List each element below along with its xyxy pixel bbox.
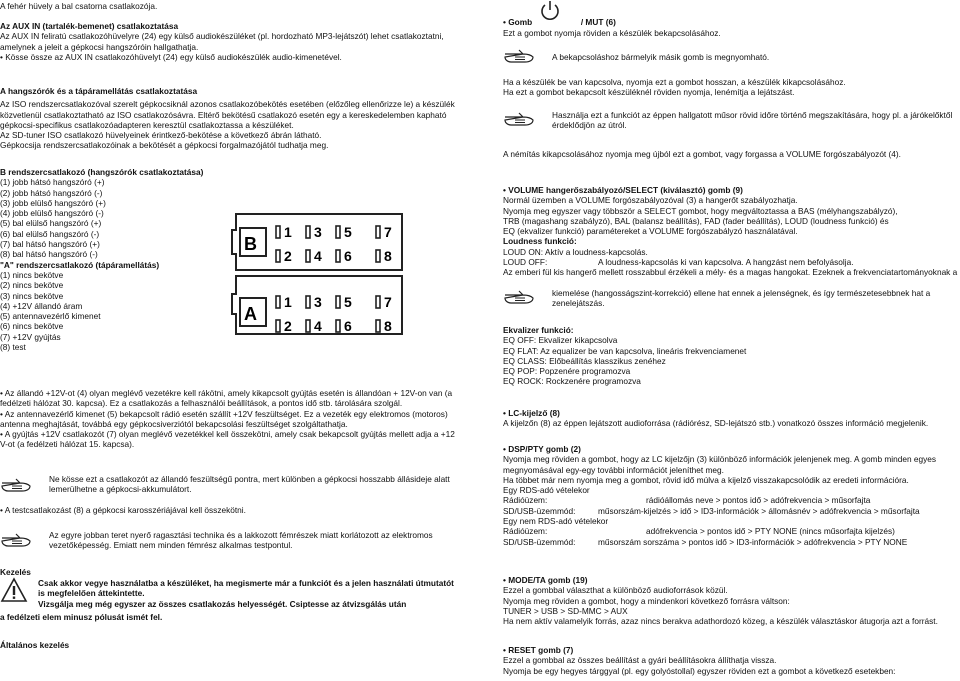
pin-slot: [306, 226, 310, 238]
pin-slot: [276, 226, 280, 238]
pin-item: (1) nincs bekötve: [0, 269, 64, 280]
pin-number: 1: [284, 224, 292, 240]
power-line: Ezt a gombot nyomja röviden a készülék bekapcsolásához.: [503, 28, 721, 38]
pin-number: 3: [314, 224, 322, 240]
iso-connector-diagram: [230, 210, 410, 338]
pin-slot: [306, 296, 310, 308]
handling-title: Kezelés: [0, 567, 31, 577]
dsp-row: Rádióüzem: rádióállomás neve > pontos idő > adófrekvencia > műsorfajta: [503, 495, 871, 506]
handling-lines: Csak akkor vegye használatba a készüléket, ha megismerte már a funkciót és a jelen használati útmutatót is megfelelően áttekintette. Vizsgálja meg még egyszer az összes csatlakozás helyességét. Csiptesse az átvizsgálás után: [38, 578, 454, 609]
speakers-line: Gépkocsija rendszercsatlakozóinak a bekötését a gépkocsi forgalmazójától tudhatja meg.: [0, 140, 329, 151]
pin-item: (2) jobb hátsó hangszóró (-): [0, 187, 103, 198]
pin-slot: [306, 320, 310, 332]
dsp-section: • DSP/PTY gomb (2) Nyomja meg röviden a gombot, hogy az LC kijelzőjn (3) különböző információk jelenjenek meg. A gomb minden egyes megnyomásával egy-egy további információt jeleníthet meg. Ha többet már nem nyomja meg a gombot, rövid idő múlva a kijelző visszakapcsolódik az eredeti információra. Egy RDS-adó vételekor Rádióüzem: rádióállomás neve > pontos idő > adófrekvencia > műsorfajta SD/USB-üzemmód: műsorszám-kijelzés > idő > ID3-információk > állomásnév > adófrekvencia > műsorfajta Egy nem RDS-adó vételekor Rádióüzem: adófrekvencia > pontos idő > PTY NONE (nincs műsorfajta kijelzés) SD/USB-üzemmód: műsorszám sorszáma > pontos idő > ID3-információk > adófrekvencia > PTY NONE: [503, 444, 937, 547]
pin-slot: [336, 296, 340, 308]
power-title: • Gomb / MUT (6): [503, 17, 616, 27]
pin-item: (2) nincs bekötve: [0, 280, 64, 291]
pin-slot: [376, 296, 380, 308]
a-letter: A: [244, 304, 257, 324]
aux-section: [0, 21, 444, 62]
mode-section: • MODE/TA gomb (19) Ezzel a gombbal választhat a különböző audioforrások közül. Nyomja meg röviden a gombot, hogy a mindenkori következő forrásra váltson: TUNER > USB > SD-MMC > AUX Ha nem aktív valamelyik forrás, azaz nincs berakva adathordozó közeg, a készülék választáskor átugorja azt a forrást.: [503, 575, 938, 627]
pin-number: 6: [344, 248, 352, 264]
wiring-bullets: • Az állandó +12V-ot (4) olyan meglévő vezetékre kell rákötni, amely kikapcsolt gyújtás esetén is állandóan + 12V-on van (a fedélzeti hálózat 30. kapcsa). Ez a csatlakozás a felhasználói beállítások, a pontos idő stb. tárolására szolgál. • Az antennavezérlő kimenet (5) bekapcsolt rádió esetén szállít +12V feszültséget. Ez a vezeték egy elektromos (motoros) antenna meghajtását, továbbá egy gépkocsiverziótól bekapcsolási feszültséget szolgáltathatja. • A gyújtás +12V csatlakozót (7) olyan meglévő vezetékkel kell összekötni, amely csak bekapcsolt gyújtás mellett adja a +12 V-ot (a fedélzeti hálózat 15. kapcsa).: [0, 388, 455, 450]
pin-item: (6) bal elülső hangszóró (-): [0, 228, 100, 239]
handling-last: a fedélzeti elem minusz pólusát ismét fel.: [0, 612, 163, 622]
pin-slot: [276, 250, 280, 262]
eq-section: Ekvalizer funkció: EQ OFF: Ekvalizer kikapcsolva EQ FLAT: Az equalizer be van kapcsolva, lineáris frekvenciamenet EQ CLASS: Előbeállítás klasszikus zenéhez EQ POP: Popzenére programozva EQ ROCK: Rockzenére programozva: [503, 325, 747, 387]
pin-item: (7) +12V gyújtás: [0, 331, 61, 342]
reset-section: • RESET gomb (7) Ezzel a gombbal az összes beállítást a gyári beállításokra állíthatja vissza. Nyomja be egy hegyes tárggyal (pl. egy golyóstollal) egyszer röviden ezt a gombot a következő esetekben:: [503, 645, 896, 676]
pin-item: (8) test: [0, 342, 26, 353]
speakers-line: közvetlenül csatlakoztatható az ISO csatlakozósávra. Eltérő bekötésű csatlakozó esetén egy a kereskedelemben kapható: [0, 109, 447, 120]
pin-item: (5) bal elülső hangszóró (+): [0, 218, 102, 229]
loud-off-row: LOUD OFF: A loudness-kapcsolás ki van kapcsolva. A hangzást nem befolyásolja.: [503, 257, 854, 268]
loud-note: kiemelése (hangosságszint-korrekció) ellene hat ennek a jelenségnek, és így természetesebbnek hat a zenelejátszás.: [552, 288, 931, 309]
aux-line: • Kösse össze az AUX IN csatlakozóhüvelyt (24) egy külső audiokészülék audio-kimenetével.: [0, 51, 342, 62]
volume-section: • VOLUME hangerőszabályozó/SELECT (kiválasztó) gomb (9) Normál üzemben a VOLUME forgószabályozóval (3) a hangerőt szabályozhatja. Nyomja meg egyszer vagy többször a SELECT gombot, hogy megváltoztassa a BAS (mélyhangszabályzó), TRB (magashang szabályzó), BAL (balansz beállítás), FAD (fader beállítás), LOUD (loudness funkció) és EQ (ekvalizer funkció) paramétereket a VOLUME forgószabályzó használatával. Loudness funkció: LOUD ON: Aktív a loudness-kapcsolás. LOUD OFF: A loudness-kapcsolás ki van kapcsolva. A hangzást nem befolyásolja. Az emberi fül kis hangerő mellett rosszabbul érzékeli a mély- és a magas hangokat. Ezeknek a frekvenciatartományoknak a: [503, 185, 958, 278]
speakers-line: gépkocsi-specifikus csatlakozóadapteren keresztül csatlakoztassa a készüléket.: [0, 119, 294, 130]
a-connector-title: "A" rendszercsatlakozó (tápáramellátás): [0, 259, 160, 270]
aux-line: amelynek a jeleit a gépkocsi hangszóróin hallgathatja.: [0, 41, 199, 52]
warning-icon: [0, 577, 28, 603]
dsp-row: Rádióüzem: adófrekvencia > pontos idő > PTY NONE (nincs műsorfajta kijelzés): [503, 526, 895, 537]
pin-number: 4: [314, 318, 322, 334]
pin-number: 5: [344, 294, 352, 310]
aux-title: Az AUX IN (tartalék-bemenet) csatlakoztatása: [0, 21, 179, 31]
power-note: A bekapcsoláshoz bármelyik másik gomb is megnyomható.: [552, 52, 770, 62]
note-conductivity: Az egyre jobban teret nyerő ragasztási technika és a lakkozott fémrészek miatt korlátozott az elektromos vezetőképesség. Emiatt nem minden fémrész alkalmas testpontul.: [49, 530, 433, 551]
lc-section: • LC-kijelző (8) A kijelzőn (8) az éppen lejátszott audioforrása (rádiórész, SD-lejátszó stb.) vonatkozó összes információ megjelenik.: [503, 408, 929, 429]
pin-slot: [336, 250, 340, 262]
pin-item: (6) nincs bekötve: [0, 321, 64, 332]
pin-number: 6: [344, 318, 352, 334]
pin-item: (4) jobb elülső hangszóró (-): [0, 208, 104, 219]
pin-slot: [276, 320, 280, 332]
dsp-row: SD/USB-üzemmód: műsorszám sorszáma > pontos idő > ID3-információk > adófrekvencia > PTY NONE: [503, 536, 908, 547]
power-lines2: Ha a készülék be van kapcsolva, nyomja ezt a gombot hosszan, a készülék kikapcsolásához. Ha ezt a gombot bekapcsolt készüléknél röviden nyomja, lenémítja a lejátszást.: [503, 77, 846, 98]
header-line: A fehér hüvely a bal csatorna csatlakozója.: [0, 1, 158, 11]
pin-number: 8: [384, 318, 392, 334]
note-battery: Ne kösse ezt a csatlakozót az állandó feszültségű pontra, mert különben a gépkocsi hosszabb állásideje alatt lemerülhetne a gépkocsi-akkumulátort.: [49, 474, 450, 495]
pin-slot: [336, 320, 340, 332]
general-title: Általános kezelés: [0, 640, 70, 650]
pin-item: (7) bal hátsó hangszóró (+): [0, 239, 100, 250]
b-connector-title: B rendszercsatlakozó (hangszórók csatlakoztatása): [0, 167, 204, 177]
pin-item: (1) jobb hátsó hangszóró (+): [0, 177, 105, 188]
pin-item: (8) bal hátsó hangszóró (-): [0, 249, 98, 260]
b-connector-list: [0, 167, 203, 352]
pin-number: 7: [384, 294, 392, 310]
pin-number: 1: [284, 294, 292, 310]
speakers-line: Az ISO rendszercsatlakozóval szerelt gépkocsiknál azonos csatlakozóbekötés esetében (előzőleg ellenőrizze le) a készülék: [0, 99, 455, 110]
pin-number: 8: [384, 248, 392, 264]
pin-slot: [306, 250, 310, 262]
b-letter: B: [244, 234, 257, 254]
pin-item: (3) nincs bekötve: [0, 290, 64, 301]
mute-line: A némítás kikapcsolásához nyomja meg újból ezt a gombot, vagy forgassa a VOLUME forgószabályozót (4).: [503, 149, 901, 159]
aux-line: Az AUX IN feliratú csatlakozóhüvelyre (24) egy külső audiokészüléket (pl. hordozható MP3-lejátszót) lehet csatlakoztatni,: [0, 31, 444, 42]
pin-slot: [376, 250, 380, 262]
pin-slot: [376, 226, 380, 238]
pin-item: (5) antennavezérlő kimenet: [0, 311, 101, 322]
dsp-row: SD/USB-üzemmód: műsorszám-kijelzés > idő > ID3-információk > állomásnév > adófrekvencia > műsorfajta: [503, 505, 920, 516]
pin-number: 2: [284, 318, 292, 334]
ground-line: • A testcsatlakozást (8) a gépkocsi karosszériájával kell összekötni.: [0, 505, 246, 515]
speakers-title: A hangszórók és a tápáramellátás csatlakoztatása: [0, 86, 198, 96]
pin-number: 2: [284, 248, 292, 264]
speakers-section: [0, 86, 455, 151]
power-icon: [539, 0, 561, 22]
pin-item: (3) jobb elülső hangszóró (+): [0, 197, 106, 208]
pin-number: 4: [314, 248, 322, 264]
pin-number: 7: [384, 224, 392, 240]
pin-item: (4) +12V állandó áram: [0, 300, 83, 311]
pin-slot: [336, 226, 340, 238]
pin-number: 3: [314, 294, 322, 310]
pin-slot: [276, 296, 280, 308]
speakers-line: Az SD-tuner ISO csatlakozó hüvelyeinek érintkező-bekötése a következő ábrán látható.: [0, 130, 322, 141]
pin-number: 5: [344, 224, 352, 240]
pin-slot: [376, 320, 380, 332]
power-note2: Használja ezt a funkciót az éppen hallgatott műsor rövid időre történő megszakítására, hogy pl. a járókelőktől érdeklődjön az útról.: [552, 110, 953, 131]
